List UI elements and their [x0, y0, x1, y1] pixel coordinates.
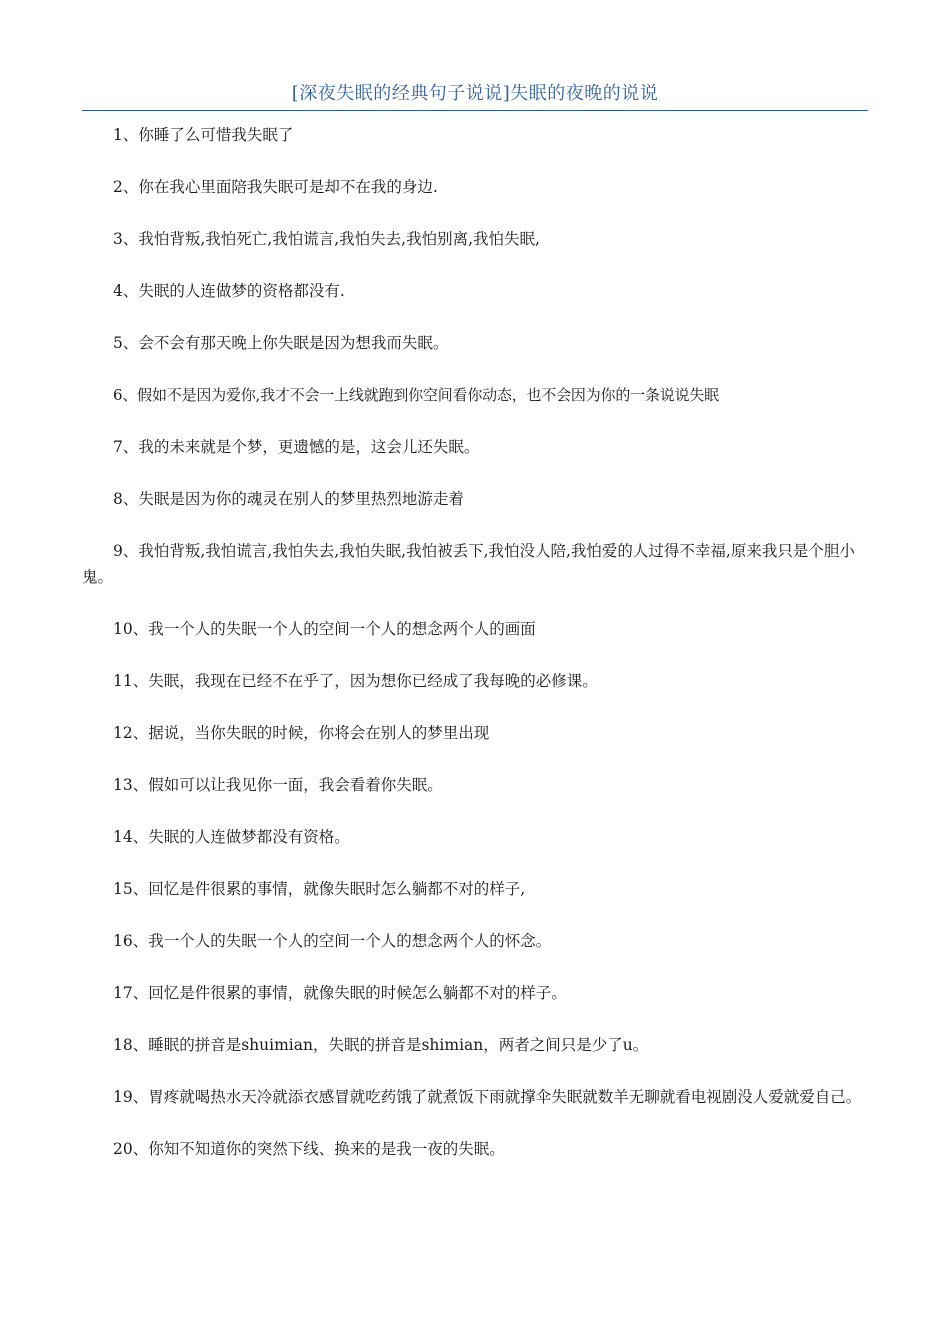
document-body [82, 122, 868, 1188]
paragraph-8: 8、失眠是因为你的魂灵在别人的梦里热烈地游走着 [113, 490, 464, 508]
paragraph-2: 2、你在我心里面陪我失眠可是却不在我的身边. [113, 178, 438, 196]
paragraph-16: 16、我一个人的失眠一个人的空间一个人的想念两个人的怀念。 [113, 932, 552, 950]
paragraph-11: 11、失眠，我现在已经不在乎了，因为想你已经成了我每晚的必修课。 [113, 672, 598, 690]
paragraph-18: 18、睡眠的拼音是shuimian，失眠的拼音是shimian，两者之间只是少了u。 [113, 1036, 649, 1054]
paragraph-17: 17、回忆是件很累的事情，就像失眠的时候怎么躺都不对的样子。 [113, 984, 567, 1002]
paragraph-5: 5、会不会有那天晚上你失眠是因为想我而失眠。 [113, 334, 449, 352]
paragraph-10: 10、我一个人的失眠一个人的空间一个人的想念两个人的画面 [113, 620, 536, 638]
document-title: [深夜失眠的经典句子说说]失眠的夜晚的说说 [291, 83, 659, 104]
paragraph-12: 12、据说，当你失眠的时候，你将会在别人的梦里出现 [113, 724, 490, 742]
paragraph-13: 13、假如可以让我见你一面，我会看着你失眠。 [113, 776, 443, 794]
document-header [82, 82, 868, 111]
paragraph-15: 15、回忆是件很累的事情，就像失眠时怎么躺都不对的样子, [113, 880, 526, 898]
paragraph-9: 9、我怕背叛,我怕谎言,我怕失去,我怕失眠,我怕被丢下,我怕没人陪,我怕爱的人过得不幸福,原来我只是个胆小鬼。 [82, 542, 855, 586]
paragraph-3: 3、我怕背叛,我怕死亡,我怕谎言,我怕失去,我怕别离,我怕失眠, [113, 230, 540, 248]
paragraph-4: 4、失眠的人连做梦的资格都没有. [113, 282, 345, 300]
paragraph-7: 7、我的未来就是个梦，更遗憾的是，这会儿还失眠。 [113, 438, 480, 456]
paragraph-20: 20、你知不知道你的突然下线、换来的是我一夜的失眠。 [113, 1140, 505, 1158]
paragraph-19: 19、胃疼就喝热水天冷就添衣感冒就吃药饿了就煮饭下雨就撑伞失眠就数羊无聊就看电视剧没人爱就爱自己。 [113, 1088, 862, 1106]
paragraph-6: 6、假如不是因为爱你,我才不会一上线就跑到你空间看你动态，也不会因为你的一条说说失眠 [113, 386, 719, 404]
paragraph-1: 1、你睡了么可惜我失眠了 [113, 126, 294, 144]
paragraph-14: 14、失眠的人连做梦都没有资格。 [113, 828, 350, 846]
